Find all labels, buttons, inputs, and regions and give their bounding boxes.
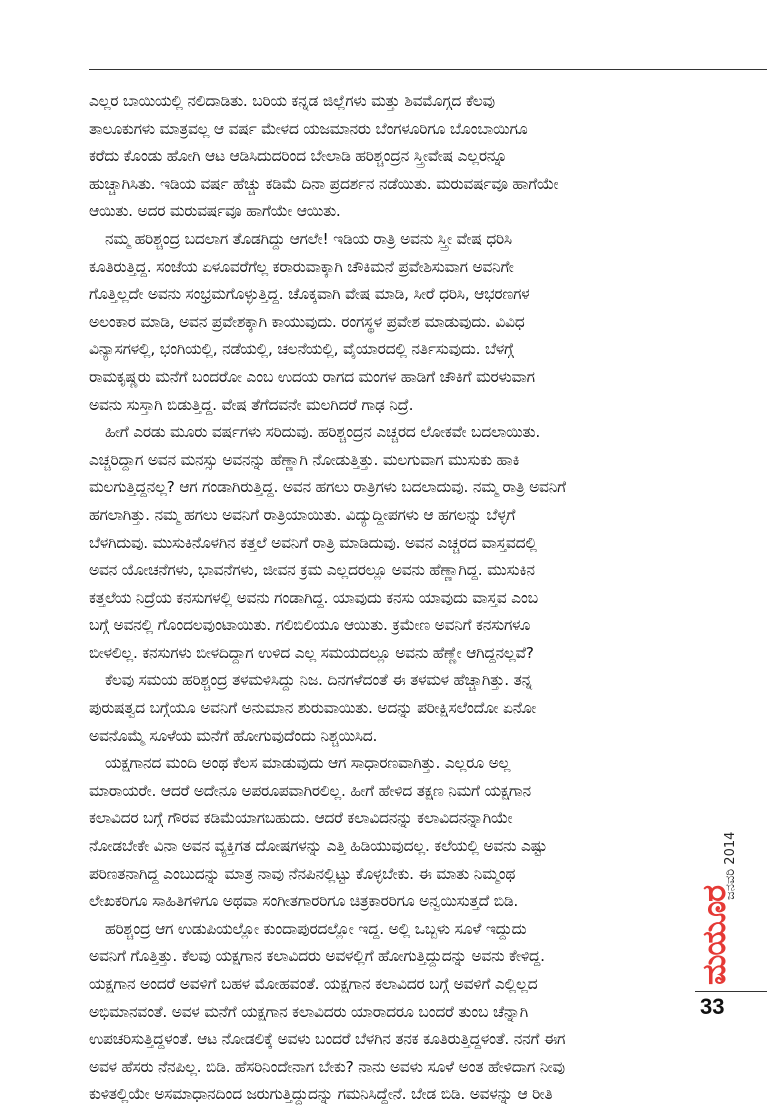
text-line: ಲೇಖಕರಿಗೂ ಸಾಹಿತಿಗಳಿಗೂ ಅಥವಾ ಸಂಗೀತಗಾರರಿಗೂ ಚಿತ್ರಕಾರರಿಗೂ ಅನ್ವಯಿಸುತ್ತದೆ ಬಿಡಿ. bbox=[89, 892, 519, 911]
magazine-logo: ಮಯೂರ bbox=[695, 885, 733, 985]
footer-rule bbox=[695, 991, 767, 992]
text-line: ಅವನಿಗೆ ಗೊತ್ತಿತ್ತು. ಕೆಲವು ಯಕ್ಷಗಾನ ಕಲಾವಿದರು ಅವಳಲ್ಲಿಗೆ ಹೋಗುತ್ತಿದ್ದುದನ್ನು ಅವನು ಕೇಳಿದ್ದ. bbox=[89, 947, 545, 966]
text-line: ಬೀಳಲಿಲ್ಲ. ಕನಸುಗಳು ಬೀಳದಿದ್ದಾಗ ಉಳಿದ ಎಲ್ಲ ಸಮಯದಲ್ಲೂ ಅವನು ಹೆಣ್ಣೇ ಆಗಿದ್ದನಲ್ಲವೆ? bbox=[89, 643, 534, 662]
text-line: ಅವಳ ಹೆಸರು ನೆನಪಿಲ್ಲ. ಬಿಡಿ. ಹೆಸರಿನಿಂದೇನಾಗ ಬೇಕು? ನಾನು ಅವಳು ಸೂಳೆ ಅಂತ ಹೇಳಿದಾಗ ನೀವು bbox=[89, 1057, 565, 1076]
text-line: ಬಗ್ಗೆ ಅವನಲ್ಲಿ ಗೊಂದಲವುಂಟಾಯಿತು. ಗಲಿಬಿಲಿಯೂ ಆಯಿತು. ಕ್ರಮೇಣ ಅವನಿಗೆ ಕನಸುಗಳೂ bbox=[89, 616, 531, 635]
text-line: ಮಾರಾಯರೇ. ಆದರೆ ಅದೇನೂ ಅಪರೂಪವಾಗಿರಲಿಲ್ಲ. ಹೀಗೆ ಹೇಳಿದ ತಕ್ಷಣ ನಿಮಗೆ ಯಕ್ಷಗಾನ bbox=[89, 781, 531, 800]
text-line: ಅಭಿಮಾನವಂತೆ. ಅವಳ ಮನೆಗೆ ಯಕ್ಷಗಾನ ಕಲಾವಿದರು ಯಾರಾದರೂ ಬಂದರೆ ತುಂಬ ಚೆನ್ನಾಗಿ bbox=[89, 1002, 528, 1021]
text-line: ಕುಳಿತಲ್ಲಿಯೇ ಅಸಮಾಧಾನದಿಂದ ಜರುಗುತ್ತಿದ್ದುದನ್ನು ಗಮನಿಸಿದ್ದೇನೆ. ಬೇಡ ಬಿಡಿ. ಅವಳನ್ನು ಆ ರೀತಿ bbox=[89, 1085, 553, 1104]
text-line: ಹರಿಶ್ಚಂದ್ರ ಆಗ ಉಡುಪಿಯಲ್ಲೋ ಕುಂದಾಪುರದಲ್ಲೋ ಇದ್ದ. ಅಲ್ಲಿ ಒಬ್ಬಳು ಸೂಳೆ ಇದ್ದುದು bbox=[105, 919, 527, 938]
text-line: ಅಲಂಕಾರ ಮಾಡಿ, ಅವನ ಪ್ರವೇಶಕ್ಕಾಗಿ ಕಾಯುವುದು. ರಂಗಸ್ಥಳ ಪ್ರವೇಶ ಮಾಡುವುದು. ವಿವಿಧ bbox=[89, 312, 525, 331]
text-line: ಕಲಾವಿದರ ಬಗ್ಗೆ ಗೌರವ ಕಡಿಮೆಯಾಗಬಹುದು. ಆದರೆ ಕಲಾವಿದನನ್ನು ಕಲಾವಿದನನ್ನಾಗಿಯೇ bbox=[89, 809, 513, 828]
text-line: ನಮ್ಮ ಹರಿಶ್ಚಂದ್ರ ಬದಲಾಗ ತೊಡಗಿದ್ದು ಆಗಲೇ! ಇಡಿಯ ರಾತ್ರಿ ಅವನು ಸ್ತ್ರೀ ವೇಷ ಧರಿಸಿ bbox=[105, 229, 512, 248]
text-line: ನೋಡಬೇಕೇ ವಿನಾ ಅವನ ವ್ಯಕ್ತಿಗತ ದೋಷಗಳನ್ನು ಎತ್ತಿ ಹಿಡಿಯುವುದಲ್ಲ. ಕಲೆಯಲ್ಲಿ ಅವನು ಎಷ್ಟು bbox=[89, 837, 547, 856]
page-number: 33 bbox=[700, 994, 725, 1019]
text-line: ಹೀಗೆ ಎರಡು ಮೂರು ವರ್ಷಗಳು ಸರಿದುವು. ಹರಿಶ್ಚಂದ್ರನ ಎಚ್ಚರದ ಲೋಕವೇ ಬದಲಾಯಿತು. bbox=[105, 423, 541, 442]
text-line: ಮಲಗುತ್ತಿದ್ದನಲ್ಲ? ಆಗ ಗಂಡಾಗಿರುತ್ತಿದ್ದ. ಅವನ ಹಗಲು ರಾತ್ರಿಗಳು ಬದಲಾದುವು. ನಮ್ಮ ರಾತ್ರಿ ಅವನಿಗೆ bbox=[89, 478, 566, 497]
text-line: ವಿನ್ಯಾಸಗಳಲ್ಲಿ, ಭಂಗಿಯಲ್ಲಿ, ನಡೆಯಲ್ಲಿ, ಚಲನೆಯಲ್ಲಿ, ವೈಯಾರದಲ್ಲಿ ನರ್ತಿಸುವುದು. ಬೆಳಗ್ಗೆ bbox=[89, 340, 514, 359]
text-line: ಪರಿಣತನಾಗಿದ್ದ ಎಂಬುದನ್ನು ಮಾತ್ರ ನಾವು ನೆನಪಿನಲ್ಲಿಟ್ಟು ಕೊಳ್ಳಬೇಕು. ಈ ಮಾತು ನಿಮ್ಮಂಥ bbox=[89, 864, 516, 883]
text-line: ಪುರುಷತ್ವದ ಬಗ್ಗೆಯೂ ಅವನಿಗೆ ಅನುಮಾನ ಶುರುವಾಯಿತು. ಅದನ್ನು ಪರೀಕ್ಷಿಸಲೆಂದೋ ಏನೋ bbox=[89, 699, 536, 718]
text-line: ಅವನೊಮ್ಮೆ ಸೂಳೆಯ ಮನೆಗೆ ಹೋಗುವುದೆಂದು ನಿಶ್ಚಯಿಸಿದ. bbox=[89, 726, 378, 745]
text-line: ಕರೆದು ಕೊಂಡು ಹೋಗಿ ಆಟ ಆಡಿಸಿದುದರಿಂದ ಬೇಲಾಡಿ ಹರಿಶ್ಚಂದ್ರನ ಸ್ತ್ರೀವೇಷ ಎಲ್ಲರನ್ನೂ bbox=[89, 147, 508, 166]
text-line: ಎಚ್ಚರಿದ್ದಾಗ ಅವನ ಮನಸ್ಸು ಅವನನ್ನು ಹೆಣ್ಣಾಗಿ ನೋಡುತ್ತಿತ್ತು. ಮಲಗುವಾಗ ಮುಸುಕು ಹಾಕಿ bbox=[89, 450, 520, 469]
text-line: ಆಯಿತು. ಅದರ ಮರುವರ್ಷವೂ ಹಾಗೆಯೇ ಆಯಿತು. bbox=[89, 202, 341, 221]
text-line: ತಾಲೂಕುಗಳು ಮಾತ್ರವಲ್ಲ ಆ ವರ್ಷ ಮೇಳದ ಯಜಮಾನರು ಬೆಂಗಳೂರಿಗೂ ಬೊಂಬಾಯಿಗೂ bbox=[89, 119, 528, 138]
text-line: ಎಲ್ಲರ ಬಾಯಿಯಲ್ಲಿ ನಲಿದಾಡಿತು. ಬರಿಯ ಕನ್ನಡ ಜಿಲ್ಲೆಗಳು ಮತ್ತು ಶಿವಮೊಗ್ಗದ ಕೆಲವು bbox=[89, 92, 495, 110]
text-line: ಹಗಲಾಗಿತ್ತು. ನಮ್ಮ ಹಗಲು ಅವನಿಗೆ ರಾತ್ರಿಯಾಯಿತು. ವಿದ್ಯುದ್ದೀಪಗಳು ಆ ಹಗಲನ್ನು ಬೆಳ್ಳಗೆ bbox=[89, 505, 516, 524]
text-line: ಬೆಳಗಿದುವು. ಮುಸುಕಿನೊಳಗಿನ ಕತ್ತಲೆ ಅವನಿಗೆ ರಾತ್ರಿ ಮಾಡಿದುವು. ಅವನ ಎಚ್ಚರದ ವಾಸ್ತವದಲ್ಲಿ bbox=[89, 533, 537, 552]
text-line: ಹುಚ್ಚಾಗಿಸಿತು. ಇಡಿಯ ವರ್ಷ ಹೆಚ್ಚು ಕಡಿಮೆ ದಿನಾ ಪ್ರದರ್ಶನ ನಡೆಯಿತು. ಮರುವರ್ಷವೂ ಹಾಗೆಯೇ bbox=[89, 174, 559, 193]
article-body bbox=[89, 88, 681, 1109]
text-line: ರಾಮಕೃಷ್ಣರು ಮನೆಗೆ ಬಂದರೋ ಎಂಬ ಉದಯ ರಾಗದ ಮಂಗಳ ಹಾಡಿಗೆ ಚೌಕಿಗೆ ಮರಳುವಾಗ bbox=[89, 367, 535, 386]
header-rule bbox=[89, 69, 767, 70]
text-line: ಅವನು ಸುಸ್ತಾಗಿ ಬಿಡುತ್ತಿದ್ದ. ವೇಷ ತೆಗೆದವನೇ ಮಲಗಿದರೆ ಗಾಢ ನಿದ್ರೆ. bbox=[89, 395, 414, 414]
text-line: ಅವನ ಯೋಚನೆಗಳು, ಭಾವನೆಗಳು, ಜೀವನ ಕ್ರಮ ಎಲ್ಲದರಲ್ಲೂ ಅವನು ಹೆಣ್ಣಾಗಿದ್ದ. ಮುಸುಕಿನ bbox=[89, 561, 535, 580]
issue-date: ಜನವರಿ 2014 bbox=[723, 831, 738, 900]
text-line: ಉಪಚರಿಸುತ್ತಿದ್ದಳಂತೆ. ಆಟ ನೋಡಲಿಕ್ಕೆ ಅವಳು ಬಂದರೆ ಬೆಳಗಿನ ತನಕ ಕೂತಿರುತ್ತಿದ್ದಳಂತೆ. ನನಗೆ ಈಗ bbox=[89, 1030, 566, 1049]
text-line: ಕೆಲವು ಸಮಯ ಹರಿಶ್ಚಂದ್ರ ತಳಮಳಿಸಿದ್ದು ನಿಜ. ದಿನಗಳೆದಂತೆ ಈ ತಳಮಳ ಹೆಚ್ಚಾಗಿತ್ತು. ತನ್ನ bbox=[105, 671, 533, 690]
text-line: ಕೂತಿರುತ್ತಿದ್ದ. ಸಂಜೆಯ ಏಳೂವರೆಗೆಲ್ಲ ಕರಾರುವಾಕ್ಕಾಗಿ ಚೌಕಿಮನೆ ಪ್ರವೇಶಿಸುವಾಗ ಅವನಿಗೇ bbox=[89, 257, 514, 276]
text-line: ಯಕ್ಷಗಾನ ಅಂದರೆ ಅವಳಿಗೆ ಬಹಳ ಮೋಹವಂತೆ. ಯಕ್ಷಗಾನ ಕಲಾವಿದರ ಬಗ್ಗೆ ಅವಳಿಗೆ ಎಲ್ಲಿಲ್ಲದ bbox=[89, 975, 538, 993]
text-line: ಗೊತ್ತಿಲ್ಲದೇ ಅವನು ಸಂಭ್ರಮಗೊಳ್ಳುತ್ತಿದ್ದ. ಚೊಕ್ಕವಾಗಿ ವೇಷ ಮಾಡಿ, ಸೀರೆ ಧರಿಸಿ, ಆಭರಣಗಳ bbox=[89, 285, 530, 304]
magazine-sidebar bbox=[695, 800, 741, 990]
text-line: ಕತ್ತಲೆಯ ನಿದ್ರೆಯ ಕನಸುಗಳಲ್ಲಿ ಅವನು ಗಂಡಾಗಿದ್ದ. ಯಾವುದು ಕನಸು ಯಾವುದು ವಾಸ್ತವ ಎಂಬ bbox=[89, 588, 538, 607]
text-line: ಯಕ್ಷಗಾನದ ಮಂದಿ ಅಂಥ ಕೆಲಸ ಮಾಡುವುದು ಆಗ ಸಾಧಾರಣವಾಗಿತ್ತು. ಎಲ್ಲರೂ ಅಲ್ಲ bbox=[105, 754, 511, 773]
